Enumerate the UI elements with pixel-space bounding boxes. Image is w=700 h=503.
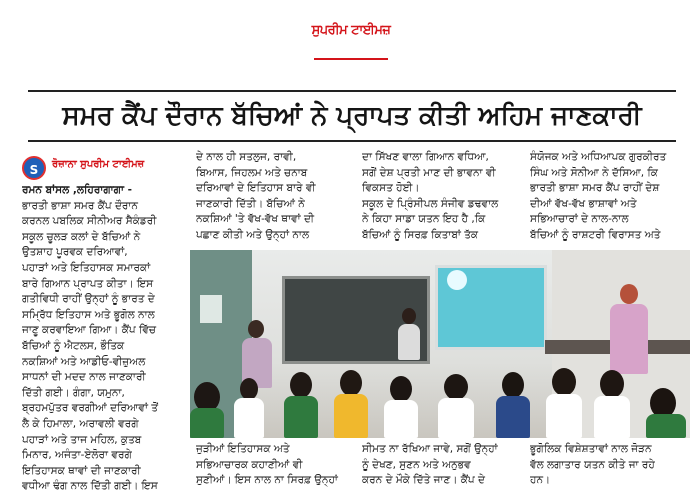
text-line: ਦੇ ਨਾਲ ਹੀ ਸਤਲੁਜ, ਰਾਵੀ, — [196, 151, 297, 163]
article-column-3 — [362, 150, 522, 246]
text-line: ਕਰਨਲ ਪਬਲਿਕ ਸੀਨੀਅਰ ਸੈਕੰਡਰੀ — [22, 215, 157, 228]
masthead-title: ਸੁਪਰੀਮ ਟਾਈਮਜ਼ — [311, 23, 391, 38]
article-column-2-continued — [196, 442, 354, 494]
text-line: ਨਕਸ਼ਿਆਂ 'ਤੇ ਵੱਖ-ਵੱਖ ਥਾਵਾਂ ਦੀ — [196, 213, 315, 226]
text-line: ਭਾਰਤੀ ਭਾਸ਼ਾ ਸਮਰ ਕੈਂਪ ਦੌਰਾਨ — [22, 199, 138, 212]
byline: ਰਮਨ ਬਾਂਸਲ ,ਲਹਿਰਾਗਾਗਾ - — [22, 184, 132, 196]
text-line: ਦਿੱਤੀ ਗਈ। ਗੰਗਾ, ਯਮੁਨਾ, — [22, 386, 125, 399]
text-line: ਦਾ ਸਿੱਖਣ ਵਾਲਾ ਗਿਆਨ ਵਧਿਆ, — [362, 151, 489, 163]
text-line: ਹਨ। — [530, 474, 551, 487]
text-line: ਦੀਆਂ ਵੱਖ-ਵੱਖ ਭਾਸ਼ਾਵਾਂ ਅਤੇ — [530, 197, 637, 210]
text-line: ਪਹਾੜਾਂ ਅਤੇ ਤਾਜ ਮਹਿਲ, ਕੁਤਬ — [22, 433, 142, 446]
photo-screen-glow — [447, 270, 467, 290]
text-line: ਜਾਣੂ ਕਰਵਾਇਆ ਗਿਆ। ਕੈਂਪ ਵਿੱਚ — [22, 324, 156, 337]
text-line: ਨਕਸ਼ਿਆਂ ਅਤੇ ਆਡੀਓ-ਵੀਜ਼ੁਅਲ — [22, 355, 146, 368]
headline-bottom-rule — [28, 140, 676, 142]
text-line: ਜੁੜੀਆਂ ਇਤਿਹਾਸਕ ਅਤੇ — [196, 443, 290, 455]
text-line: ਸਾਧਨਾਂ ਦੀ ਮਦਦ ਨਾਲ ਜਾਣਕਾਰੀ — [22, 371, 146, 384]
text-line: ਨੂੰ ਦੇਖਣ, ਸੁਣਨ ਅਤੇ ਅਨੁਭਵ — [362, 458, 471, 471]
article-column-1 — [22, 183, 184, 501]
text-line: ਜਾਣਕਾਰੀ ਦਿੱਤੀ। ਬੱਚਿਆਂ ਨੇ — [196, 197, 305, 210]
text-line: ਲੈ ਕੇ ਹਿਮਾਲਾ, ਅਰਾਵਲੀ ਵਰਗੇ — [22, 417, 139, 430]
text-line: ਵਿਕਸਤ ਹੋਈ। — [362, 182, 420, 195]
text-line: ਬਾਰੇ ਗਿਆਨ ਪ੍ਰਾਪਤ ਕੀਤਾ। ਇਸ — [22, 277, 154, 290]
photo-window — [200, 295, 222, 323]
text-line: ਸੰਯੋਜਕ ਅਤੇ ਅਧਿਆਪਕ ਗੁਰਕੀਰਤ — [530, 151, 667, 163]
text-line: ਵੱਲ ਲਗਾਤਾਰ ਯਤਨ ਕੀਤੇ ਜਾ ਰਹੇ — [530, 458, 655, 471]
text-line: ਦਰਿਆਵਾਂ ਦੇ ਇਤਿਹਾਸ ਬਾਰੇ ਵੀ — [196, 182, 316, 195]
text-line: ਸਭਿਆਚਾਰਾਂ ਦੇ ਨਾਲ-ਨਾਲ — [530, 213, 629, 226]
text-line: ਮਿਨਾਰ, ਅਜੰਤਾ-ਏਲੋਰਾ ਵਰਗੇ — [22, 449, 132, 462]
text-line: ਵਧੀਆ ਢੰਗ ਨਾਲ ਦਿੱਤੀ ਗਈ। ਇਸ — [22, 480, 158, 493]
text-line: ਉਤਸ਼ਾਹ ਪੂਰਵਕ ਦਰਿਆਵਾਂ, — [22, 246, 128, 259]
newspaper-logo-icon: S — [22, 156, 46, 180]
text-line: ਬੱਚਿਆਂ ਨੂੰ ਸਿਰਫ਼ ਕਿਤਾਬਾਂ ਤੱਕ — [362, 228, 479, 241]
text-line: ਸਿੰਘ ਅਤੇ ਸੋਨੀਆ ਨੇ ਦੱਸਿਆ, ਕਿ — [530, 166, 658, 179]
text-line: ਇਤਿਹਾਸਕ ਥਾਵਾਂ ਦੀ ਜਾਣਕਾਰੀ — [22, 464, 141, 477]
text-line: ਭਾਰਤੀ ਭਾਸ਼ਾ ਸਮਰ ਕੈਂਪ ਰਾਹੀਂ ਦੇਸ਼ — [530, 182, 660, 195]
article-column-3-continued — [362, 442, 522, 494]
text-line: ਬ੍ਰਹਮਪੁੱਤਰ ਵਰਗੀਆਂ ਦਰਿਆਵਾਂ ਤੋਂ — [22, 402, 158, 415]
text-line: ਭੂਗੋਲਿਕ ਵਿਸ਼ੇਸ਼ਤਾਵਾਂ ਨਾਲ ਜੋੜਨ — [530, 443, 652, 455]
text-line: ਗਤੀਵਿਧੀ ਰਾਹੀਂ ਉਨ੍ਹਾਂ ਨੂੰ ਭਾਰਤ ਦੇ — [22, 293, 155, 306]
text-line: ਸਗੋਂ ਦੇਸ਼ ਪ੍ਰਤੀ ਮਾਣ ਦੀ ਭਾਵਨਾ ਵੀ — [362, 166, 496, 179]
text-line: ਸਕੂਲ ਚੂਲੜ ਕਲਾਂ ਦੇ ਬੱਚਿਆਂ ਨੇ — [22, 230, 141, 243]
credit-text: ਰੋਜ਼ਾਨਾ ਸੁਪਰੀਮ ਟਾਈਮਜ਼ — [52, 159, 145, 170]
text-line: ਸਮ੍ਰਿੱਧ ਇਤਿਹਾਸ ਅਤੇ ਭੂਗੋਲ ਨਾਲ — [22, 308, 155, 321]
text-line: ਪਛਾਣ ਕੀਤੀ ਅਤੇ ਉਨ੍ਹਾਂ ਨਾਲ — [196, 228, 310, 241]
article-column-2 — [196, 150, 354, 246]
masthead-underline — [314, 58, 388, 60]
article-column-4-continued — [530, 442, 692, 494]
article-column-4 — [530, 150, 692, 246]
text-line: ਸਭਿਆਚਾਰਕ ਕਹਾਣੀਆਂ ਵੀ — [196, 458, 303, 471]
text-line: ਸੀਮਤ ਨਾ ਰੱਖਿਆ ਜਾਵੇ, ਸਗੋਂ ਉਨ੍ਹਾਂ — [362, 443, 498, 455]
photo-students — [190, 368, 690, 438]
text-line: ਬਿਆਸ, ਜਿਹਲਮ ਅਤੇ ਚਨਾਬ — [196, 166, 308, 179]
news-credit — [22, 158, 182, 178]
newspaper-masthead — [310, 18, 392, 62]
classroom-photo — [190, 250, 690, 438]
text-line: ਕਰਨ ਦੇ ਮੌਕੇ ਦਿੱਤੇ ਜਾਣ। ਕੈਂਪ ਦੇ — [362, 474, 485, 487]
article-headline: ਸਮਰ ਕੈਂਪ ਦੌਰਾਨ ਬੱਚਿਆਂ ਨੇ ਪ੍ਰਾਪਤ ਕੀਤੀ ਅਹਿਮ ਜਾਣਕਾਰੀ — [62, 101, 642, 131]
headline-top-rule — [28, 90, 676, 92]
text-line: ਬੱਚਿਆਂ ਨੂੰ ਐਟਲਸ, ਭੌਤਿਕ — [22, 339, 125, 352]
text-line: ਨੇ ਕਿਹਾ ਸਾਡਾ ਯਤਨ ਇਹ ਹੈ ,ਕਿ — [362, 213, 486, 226]
text-line: ਸਕੂਲ ਦੇ ਪ੍ਰਿੰਸੀਪਲ ਸੰਜੀਵ ਡਢਵਾਲ — [362, 197, 499, 210]
text-line: ਪਹਾੜਾਂ ਅਤੇ ਇਤਿਹਾਸਕ ਸਮਾਰਕਾਂ — [22, 261, 151, 274]
text-line: ਸੁਣੀਆਂ। ਇਸ ਨਾਲ ਨਾ ਸਿਰਫ਼ ਉਨ੍ਹਾਂ — [196, 474, 338, 487]
text-line: ਬੱਚਿਆਂ ਨੂੰ ਰਾਸ਼ਟਰੀ ਵਿਰਾਸਤ ਅਤੇ — [530, 228, 661, 241]
